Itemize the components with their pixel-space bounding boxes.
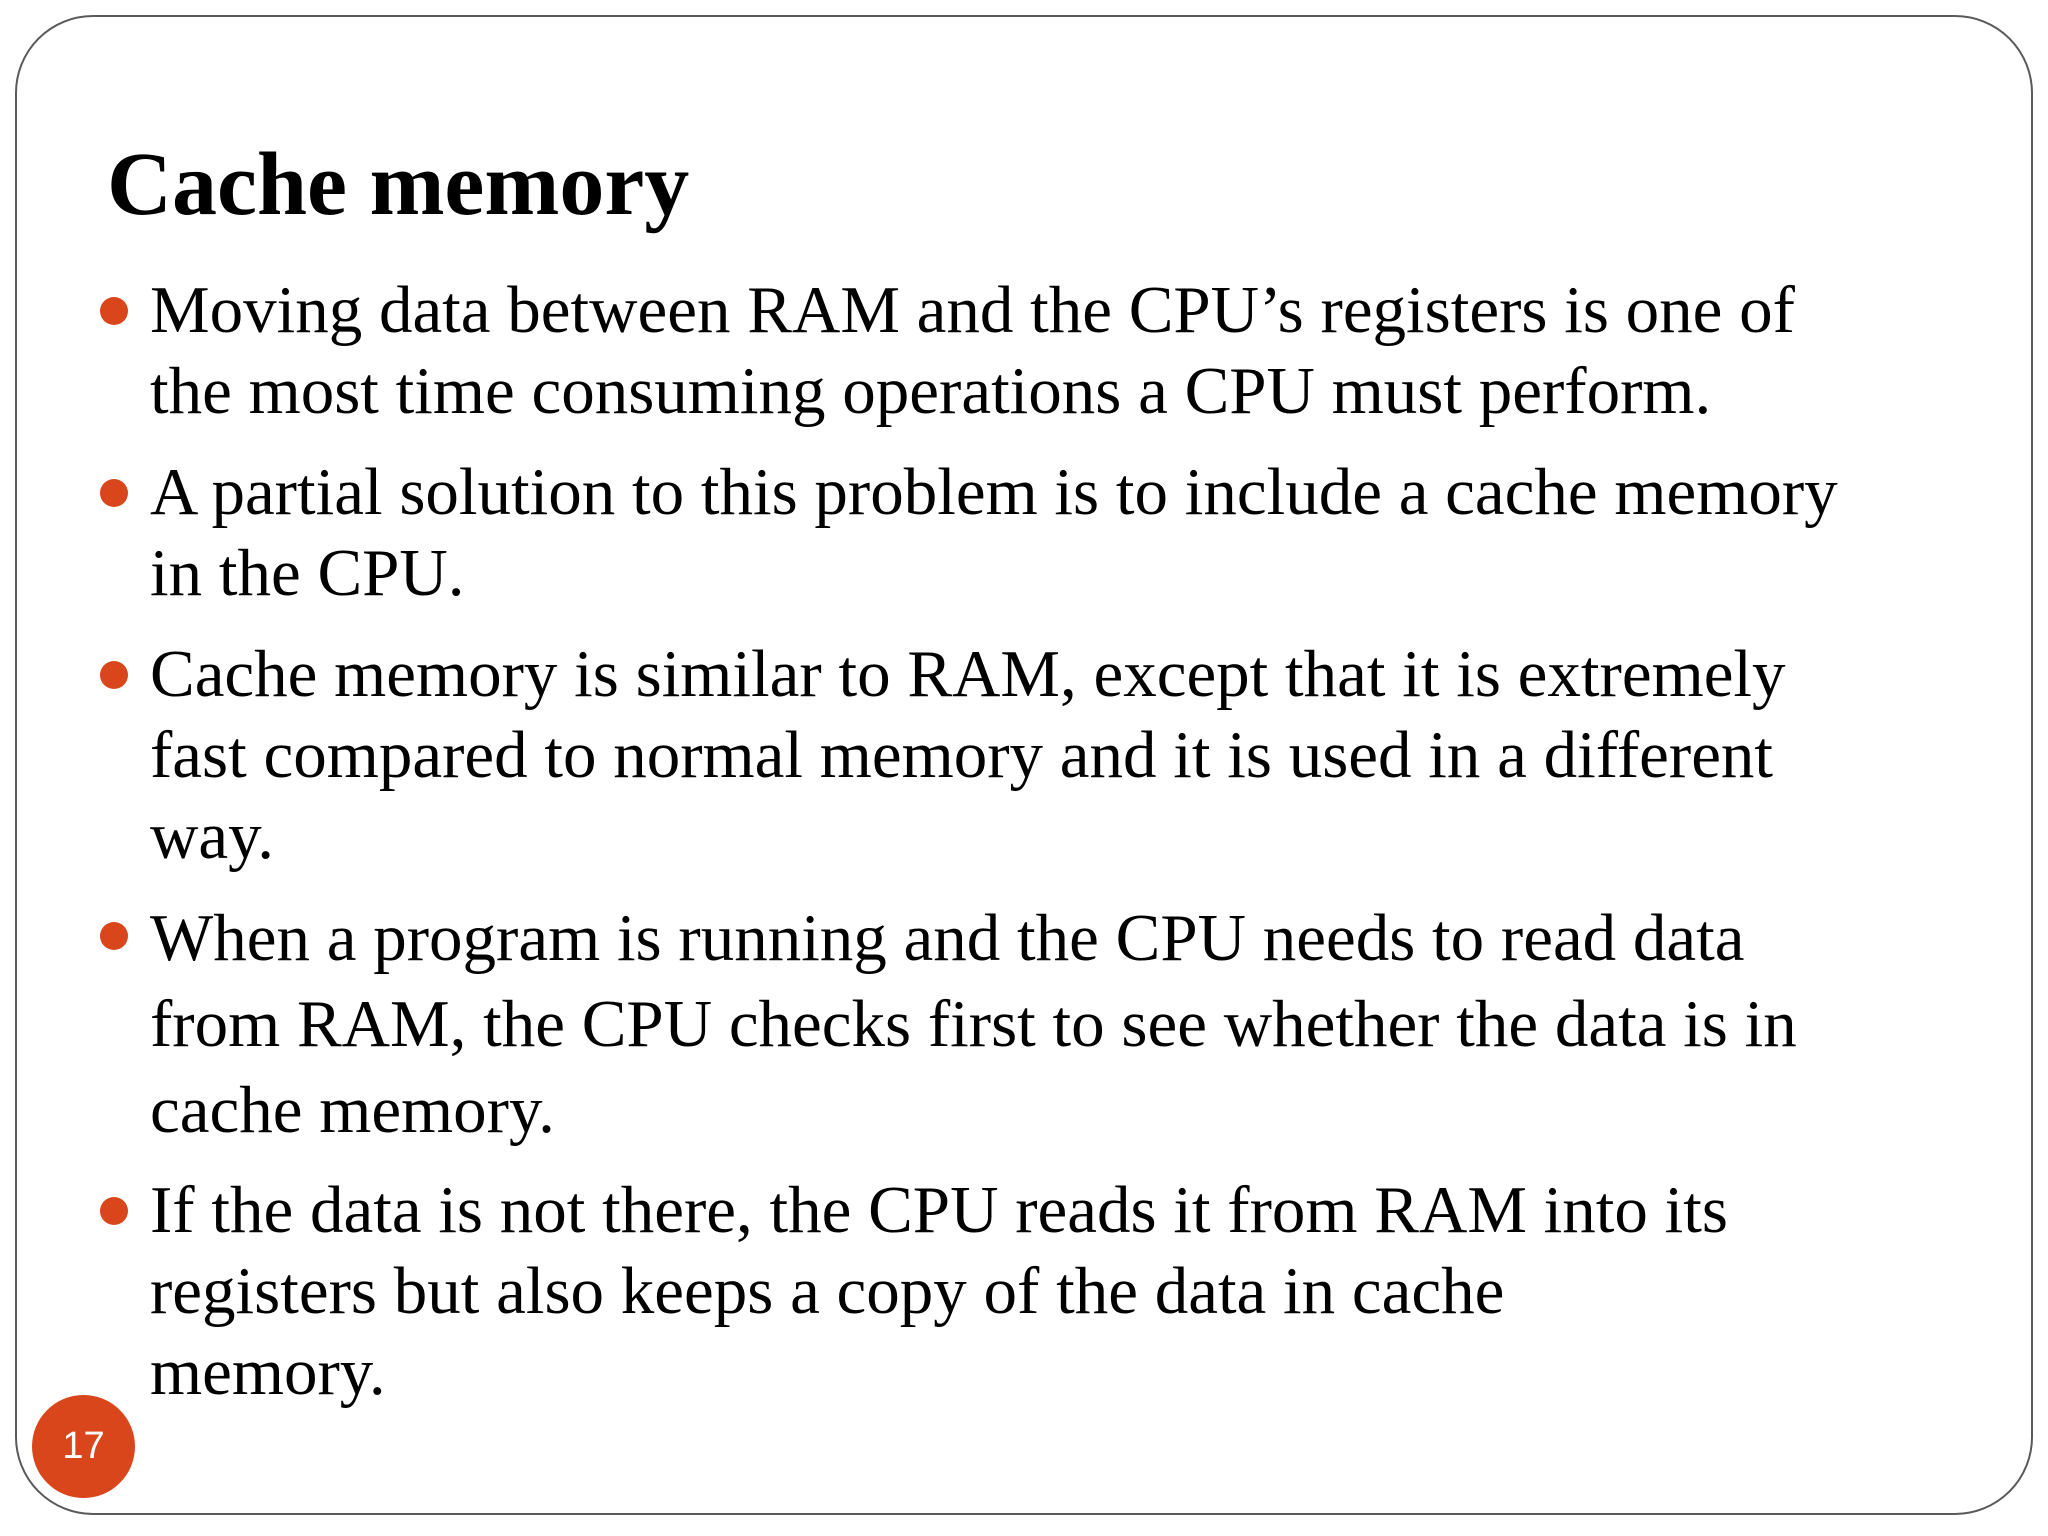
bullet-item xyxy=(150,1170,1990,1413)
bullet-item xyxy=(150,634,1990,877)
page-number-badge: 17 xyxy=(32,1395,135,1498)
bullet-text: Moving data between RAM and the CPU’s registers is one of the most time consuming operations a CPU must perform. xyxy=(150,273,1795,428)
bullet-dot-icon xyxy=(100,1197,128,1225)
bullet-dot-icon xyxy=(100,922,128,950)
bullet-item xyxy=(150,270,1990,432)
bullet-text: Cache memory is similar to RAM, except that it is extremely fast compared to normal memory and it is used in a different way. xyxy=(150,637,1786,873)
bullet-item xyxy=(150,452,1990,614)
bullet-dot-icon xyxy=(100,661,128,689)
bullet-item xyxy=(150,895,1990,1153)
bullet-text: When a program is running and the CPU needs to read data from RAM, the CPU checks first to see whether the data is in cache memory. xyxy=(150,901,1797,1147)
bullet-dot-icon xyxy=(100,479,128,507)
bullet-text: If the data is not there, the CPU reads it from RAM into its registers but also keeps a copy of the data in cache memory. xyxy=(150,1173,1728,1409)
slide-title: Cache memory xyxy=(107,135,690,234)
bullet-text: A partial solution to this problem is to include a cache memory in the CPU. xyxy=(150,455,1838,610)
bullet-dot-icon xyxy=(100,297,128,325)
